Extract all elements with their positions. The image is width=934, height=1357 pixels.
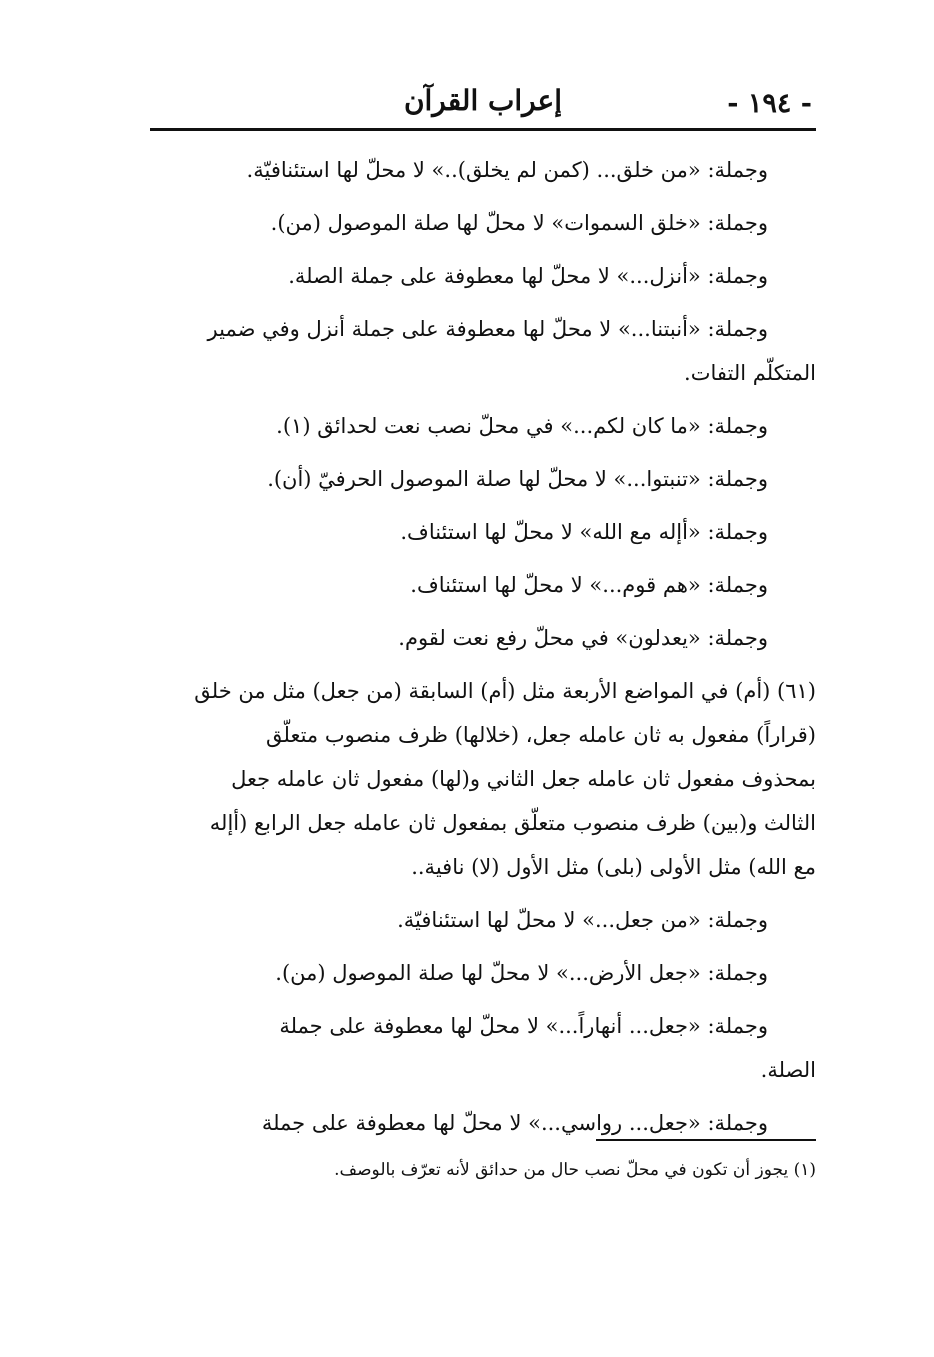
text-line: وجملة: «من خلق... (كمن لم يخلق)..» لا محلّ لها استئنافيّة. xyxy=(246,158,768,182)
text-line: الثالث و(بين) ظرف منصوب متعلّق بمفعول ثان عامله جعل الرابع (أإله xyxy=(209,811,816,835)
text-line: وجملة: «جعل... رواسي...» لا محلّ لها معطوفة على جملة xyxy=(261,1111,768,1135)
page-header xyxy=(150,82,816,130)
text-line: وجملة: «تنبتوا...» لا محلّ لها صلة الموصول الحرفيّ (أن). xyxy=(267,467,768,491)
text-line: وجملة: «يعدلون» في محلّ رفع نعت لقوم. xyxy=(398,626,768,650)
text-line: بمحذوف مفعول ثان عامله جعل الثاني و(لها) مفعول ثان عامله جعل xyxy=(231,767,816,791)
header-rule xyxy=(150,128,816,131)
page-number: - ١٩٤ - xyxy=(727,88,812,119)
text-line: وجملة: «ما كان لكم...» في محلّ نصب نعت لحدائق (١). xyxy=(276,414,768,438)
text-line: وجملة: «أنزل...» لا محلّ لها معطوفة على جملة الصلة. xyxy=(288,264,768,288)
footnote: (١) يجوز أن تكون في محلّ نصب حال من حدائق لأنه تعرّف بالوصف. xyxy=(334,1160,816,1180)
text-line: وجملة: «من جعل...» لا محلّ لها استئنافيّة. xyxy=(397,908,768,932)
text-line: وجملة: «جعل الأرض...» لا محلّ لها صلة الموصول (من). xyxy=(275,961,768,985)
text-line: مع الله) مثل الأولى (بلى) مثل الأول (لا) نافية.. xyxy=(411,855,816,879)
text-line: وجملة: «خلق السموات» لا محلّ لها صلة الموصول (من). xyxy=(270,211,768,235)
page-body xyxy=(150,148,816,1145)
text-line: المتكلّم التفات. xyxy=(684,361,816,385)
footnote-rule xyxy=(596,1139,816,1141)
text-line: وجملة: «أنبتنا...» لا محلّ لها معطوفة على جملة أنزل وفي ضمير xyxy=(207,317,768,341)
text-line: (قراراً) مفعول به ثان عامله جعل، (خلالها) ظرف منصوب متعلّق xyxy=(266,723,816,747)
text-line: وجملة: «أإله مع الله» لا محلّ لها استئناف. xyxy=(400,520,768,544)
running-title: إعراب القرآن xyxy=(403,84,563,117)
text-line: وجملة: «هم قوم...» لا محلّ لها استئناف. xyxy=(410,573,768,597)
text-line: وجملة: «جعل... أنهاراً...» لا محلّ لها معطوفة على جملة xyxy=(279,1014,768,1038)
text-line: (٦١) (أم) في المواضع الأربعة مثل (أم) السابقة (من جعل) مثل من خلق xyxy=(194,679,816,703)
text-line: الصلة. xyxy=(760,1058,816,1082)
